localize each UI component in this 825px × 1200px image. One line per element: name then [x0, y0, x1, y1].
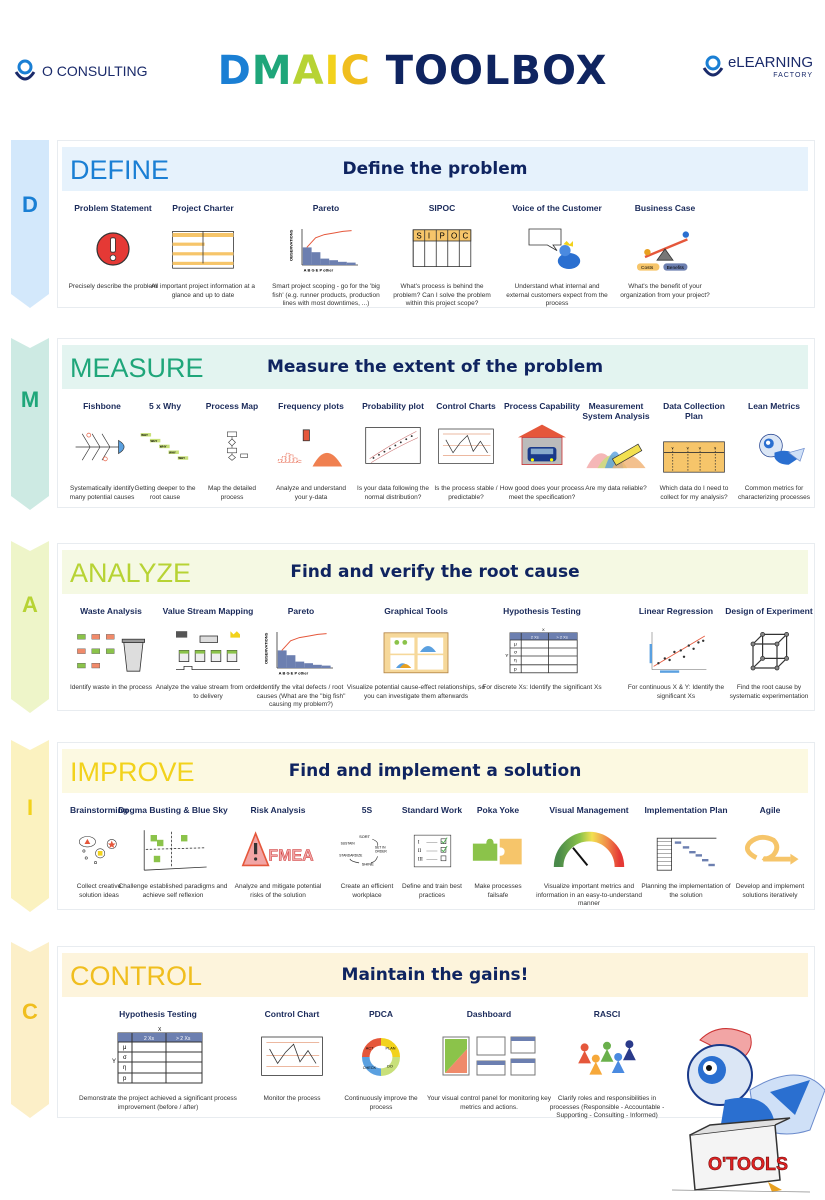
phase-goal: Measure the extent of the problem: [266, 357, 604, 377]
phase-header-band: [62, 345, 808, 389]
ruler-curves-icon: [577, 427, 655, 487]
tool-description: Systematically identify many potential causes: [69, 485, 135, 501]
tool-card[interactable]: [497, 401, 587, 505]
tool-card[interactable]: [242, 1009, 342, 1115]
tool-title: Waste Analysis: [80, 606, 142, 616]
tool-card[interactable]: [505, 203, 610, 305]
tool-description: Create an efficient workplace: [340, 883, 394, 899]
tool-title: SIPOC: [428, 203, 456, 213]
regression-icon: [626, 622, 726, 682]
svg-text:OBSERVATIONS: OBSERVATIONS: [288, 229, 294, 261]
fishbone-icon: [67, 417, 137, 477]
svg-text:> 2 Xs: > 2 Xs: [556, 634, 568, 640]
quadrant-icon: [118, 821, 228, 881]
title-letter: A: [292, 48, 325, 94]
tool-card[interactable]: [577, 401, 655, 505]
tool-title: Implementation Plan: [644, 805, 728, 815]
tool-card[interactable]: [724, 606, 814, 708]
tool-card[interactable]: [482, 606, 602, 708]
tool-description: Define and train best practices: [402, 883, 462, 899]
tool-description: Visualize important metrics and information in an easy-to-understand manner: [536, 883, 642, 907]
svg-text:Y: Y: [713, 446, 717, 451]
svg-text:III: III: [417, 857, 423, 863]
svg-text:2 Xs: 2 Xs: [144, 1036, 155, 1042]
toolbox-label: O'TOOLS: [708, 1154, 788, 1174]
tool-card[interactable]: [547, 1009, 667, 1119]
tool-title: Problem Statement: [74, 203, 152, 213]
svg-text:X: X: [158, 1027, 162, 1033]
game-pieces-icon: [547, 1025, 667, 1089]
tool-card[interactable]: [534, 805, 644, 907]
tool-description: All important project information at a glance and up to date: [150, 283, 256, 299]
svg-text:ACT: ACT: [365, 1046, 374, 1051]
phase-header-band: [62, 550, 808, 594]
tool-title: Voice of the Customer: [512, 203, 602, 213]
speech-bird-icon: [505, 219, 610, 279]
tool-description: Make processes failsafe: [474, 883, 522, 899]
bird-metrics-icon: [737, 417, 812, 477]
fmea-warning-icon: [228, 821, 328, 881]
tool-card[interactable]: [352, 401, 434, 505]
tool-description: Demonstrate the project achieved a significant process improvement (before / after): [79, 1095, 237, 1111]
title-letter: D: [217, 48, 252, 94]
svg-text:2 Xs: 2 Xs: [530, 634, 539, 640]
svg-text:I: I: [417, 840, 419, 846]
svg-text:A B G E P other: A B G E P other: [303, 267, 334, 273]
tool-description: Map the detailed process: [207, 485, 257, 501]
tool-description: How good does your process meet the specification?: [499, 485, 585, 501]
value-stream-icon: [153, 622, 263, 682]
phase-name: MEASURE: [70, 353, 204, 383]
phase-header-band: [62, 749, 808, 793]
tool-title: Pareto: [312, 203, 340, 213]
svg-text:Y: Y: [686, 446, 689, 451]
svg-text:CHECK: CHECK: [362, 1066, 377, 1071]
svg-text:WHY: WHY: [150, 438, 158, 443]
tool-card[interactable]: [734, 805, 806, 907]
tool-title: Dashboard: [466, 1009, 512, 1019]
charter-icon: [148, 219, 258, 279]
tool-card[interactable]: [332, 805, 402, 907]
tool-description: Planning the implementation of the solution: [641, 883, 731, 899]
phase-goal: Maintain the gains!: [341, 965, 529, 985]
panel-analyze: [57, 543, 815, 711]
tool-card[interactable]: [341, 1009, 421, 1115]
tool-title: Poka Yoke: [476, 805, 520, 815]
svg-text:WHY: WHY: [141, 432, 148, 437]
svg-text:Y: Y: [698, 446, 702, 451]
control-chart-icon: [428, 417, 504, 477]
svg-text:p: p: [514, 667, 517, 673]
tool-description: Your visual control panel for monitoring key metrics and actions.: [426, 1095, 552, 1111]
tool-title: Project Charter: [172, 203, 234, 213]
tool-card[interactable]: [134, 401, 196, 505]
tool-card[interactable]: [270, 401, 352, 505]
tool-description: Challenge established paradigms and achieve self reflexion: [118, 883, 228, 899]
tool-description: Common metrics for characterizing processes: [738, 485, 810, 501]
svg-text:WHY: WHY: [169, 450, 176, 455]
tool-description: Collect creative solution ideas: [76, 883, 122, 899]
tool-title: RASCI: [593, 1009, 621, 1019]
phase-arrow-analyze: [11, 541, 49, 713]
tool-title: Visual Management: [549, 805, 629, 815]
tool-title: 5 x Why: [148, 401, 182, 411]
title-letter: M: [251, 48, 293, 94]
svg-text:σ: σ: [123, 1055, 127, 1061]
phase-arrow-control: [11, 942, 49, 1118]
tool-card[interactable]: [153, 606, 263, 708]
svg-text:O: O: [450, 231, 458, 241]
tool-card[interactable]: [400, 805, 465, 907]
tool-title: Control Chart: [264, 1009, 320, 1019]
tool-description: Clarify roles and responsibilities in processes (Responsible - Accountable - Supporting - Consulting - Informed): [549, 1095, 665, 1119]
tool-title: Business Case: [634, 203, 696, 213]
waste-bin-icon: [68, 622, 154, 682]
tool-description: Analyze the value stream from order to delivery: [155, 684, 261, 700]
tool-title: PDCA: [368, 1009, 394, 1019]
elearning-text: eLEARNING: [727, 54, 813, 71]
tool-card[interactable]: [251, 606, 351, 708]
title-rest: TOOLBOX: [370, 48, 608, 94]
pareto-chart-icon: [269, 219, 384, 279]
svg-text:Y: Y: [112, 1059, 117, 1065]
tool-card[interactable]: [419, 1009, 559, 1115]
hypothesis-table-icon: [482, 622, 602, 682]
tool-card[interactable]: [346, 606, 486, 708]
elearning-factory-logo: [702, 54, 813, 80]
phase-letter-measure: M: [20, 387, 40, 412]
panel-improve: [57, 742, 815, 910]
phase-name: IMPROVE: [70, 757, 195, 787]
tool-title: Hypothesis Testing: [503, 606, 581, 616]
svg-text:WHY: WHY: [159, 444, 167, 449]
tool-description: Visualize potential cause-effect relationships, so you can investigate them afterwards: [346, 684, 486, 700]
tool-title: Risk Analysis: [250, 805, 306, 815]
tool-description: Analyze and mitigate potential risks of the solution: [234, 883, 322, 899]
checklist-icon: [400, 821, 465, 881]
phase-header-band: [62, 953, 808, 997]
tool-description: Analyze and understand your y-data: [275, 485, 347, 501]
phase-header-band: [62, 147, 808, 191]
svg-text:η: η: [514, 658, 517, 664]
tool-card[interactable]: [68, 606, 154, 708]
tool-title: Linear Regression: [638, 606, 714, 616]
tool-description: Identify waste in the process: [69, 684, 152, 691]
tool-card[interactable]: [228, 805, 328, 907]
svg-text:C: C: [462, 231, 469, 241]
phase-goal: Define the problem: [342, 159, 528, 179]
title-letter: I: [324, 48, 341, 94]
tool-description: Develop and implement solutions iteratively: [735, 883, 805, 899]
svg-text:Benefits: Benefits: [666, 266, 684, 271]
tool-card[interactable]: [201, 401, 263, 505]
phase-arrow-improve: [11, 740, 49, 912]
tool-card[interactable]: [610, 203, 720, 305]
loop-arrow-icon: [734, 821, 806, 881]
phase-letter-improve: I: [26, 795, 34, 820]
tool-card[interactable]: [68, 203, 158, 305]
tool-description: Is the process stable / predictable?: [434, 485, 498, 501]
tool-title: Design of Experiment: [725, 606, 813, 616]
tool-title: Value Stream Mapping: [162, 606, 254, 616]
phase-goal: Find and implement a solution: [288, 761, 582, 781]
tool-description: For continuous X & Y: Identify the significant Xs: [627, 684, 725, 700]
tool-card[interactable]: [269, 203, 384, 305]
svg-text:μ: μ: [514, 642, 517, 648]
svg-text:> 2 Xs: > 2 Xs: [176, 1036, 191, 1042]
svg-text:X: X: [542, 627, 545, 633]
tool-title: Agile: [759, 805, 781, 815]
svg-text:μ: μ: [123, 1045, 127, 1051]
svg-text:S: S: [416, 231, 422, 241]
tool-title: Fishbone: [83, 401, 121, 411]
gantt-icon: [636, 821, 736, 881]
tool-title: Brainstorming: [69, 805, 129, 815]
elearning-logo-icon: [702, 54, 724, 80]
panel-measure: [57, 338, 815, 508]
sipoc-icon: [387, 219, 497, 279]
cube-icon: [724, 622, 814, 682]
svg-text:σ: σ: [514, 650, 517, 656]
svg-text:P: P: [439, 231, 445, 241]
svg-text:II: II: [417, 849, 421, 855]
tool-title: Lean Metrics: [748, 401, 800, 411]
data-plan-icon: [654, 427, 734, 487]
why-chain-icon: [134, 417, 196, 477]
svg-text:OBSERVATIONS: OBSERVATIONS: [263, 632, 269, 664]
tool-description: Getting deeper to the root cause: [134, 485, 196, 501]
gauge-icon: [534, 821, 644, 881]
phase-arrow-measure: [11, 338, 49, 510]
tool-description: What's the benefit of your organization from your project?: [620, 283, 710, 299]
pareto-chart-icon: [251, 622, 351, 682]
hypothesis-table-icon: [76, 1025, 241, 1089]
tool-description: What's process is behind the problem? Can I solve the problem within this project scope?: [393, 283, 491, 307]
puzzle-icon: [466, 821, 531, 881]
garage-car-icon: [497, 417, 587, 477]
tool-description: Understand what internal and external customers expect from the process: [506, 283, 608, 307]
phase-letter-control: C: [22, 999, 38, 1024]
tool-card[interactable]: [654, 401, 734, 505]
svg-text:SUSTAIN: SUSTAIN: [340, 841, 355, 846]
tool-card[interactable]: [67, 401, 137, 505]
svg-text:FMEA: FMEA: [268, 847, 314, 865]
tool-title: Process Capability: [503, 401, 581, 411]
svg-text:STANDARDIZE: STANDARDIZE: [339, 853, 363, 858]
tool-card[interactable]: [428, 401, 504, 505]
tool-description: Find the root cause by systematic experimentation: [729, 684, 809, 700]
header: [0, 48, 825, 98]
tool-description: Smart project scoping - go for the 'big fish' (e.g. runner products, production lines with most downtimes, ...): [272, 283, 380, 307]
phase-arrow-define: [11, 140, 49, 308]
tool-card[interactable]: [118, 805, 228, 907]
histogram-icon: [270, 417, 352, 477]
tool-title: Measurement System Analysis: [582, 401, 650, 421]
tool-description: Monitor the process: [263, 1095, 321, 1102]
tool-card[interactable]: [76, 1009, 241, 1115]
tool-title: Graphical Tools: [384, 606, 448, 616]
tool-card[interactable]: [387, 203, 497, 305]
tool-description: Identify the vital defects / root causes (What are the "big fish" causing my problem?): [256, 684, 346, 708]
tool-title: Probability plot: [362, 401, 424, 411]
tool-title: Hypothesis Testing: [119, 1009, 197, 1019]
tool-card[interactable]: [737, 401, 812, 505]
o-consulting-text: O CONSULTING: [42, 63, 148, 79]
seesaw-icon: [610, 219, 720, 279]
tool-title: Data Collection Plan: [663, 401, 725, 421]
tool-title: Control Charts: [436, 401, 496, 411]
svg-text:η: η: [123, 1065, 127, 1071]
tool-title: Frequency plots: [278, 401, 344, 411]
svg-text:Y: Y: [671, 446, 674, 451]
graph-board-icon: [346, 622, 486, 682]
svg-text:SHINE: SHINE: [361, 861, 374, 867]
tool-description: Is your data following the normal distribution?: [357, 485, 429, 501]
svg-text:Costs: Costs: [641, 266, 654, 271]
tool-title: Standard Work: [401, 805, 463, 815]
svg-text:SET IN: SET IN: [374, 845, 386, 850]
tool-title: Dogma Busting & Blue Sky: [118, 805, 228, 815]
panel-define: [57, 140, 815, 308]
five-s-cycle-icon: [332, 821, 402, 881]
phase-name: ANALYZE: [70, 558, 192, 588]
tool-title: Process Map: [205, 401, 259, 411]
tool-description: Which data do I need to collect for my analysis?: [659, 485, 729, 501]
title-letter: C: [340, 48, 371, 94]
tool-title: 5S: [361, 805, 373, 815]
phase-goal: Find and verify the root cause: [290, 562, 580, 582]
probability-plot-icon: [352, 417, 434, 477]
tool-card[interactable]: [626, 606, 726, 708]
svg-text:WHY: WHY: [178, 456, 186, 461]
tool-description: Are my data reliable?: [585, 485, 647, 492]
svg-text:Y: Y: [505, 653, 509, 659]
phase-name: DEFINE: [70, 155, 170, 185]
tool-description: For discrete Xs: Identify the significant Xs: [482, 684, 602, 691]
svg-text:ORDER: ORDER: [374, 849, 387, 854]
bird-mascot-with-toolbox: [660, 1020, 825, 1200]
phase-letter-analyze: A: [22, 592, 38, 617]
alert-icon: [68, 219, 158, 279]
svg-text:A B G E P other: A B G E P other: [278, 670, 309, 676]
pdca-cycle-icon: [341, 1025, 421, 1089]
svg-text:I: I: [427, 231, 431, 241]
control-chart-icon: [242, 1025, 342, 1089]
svg-text:DO: DO: [387, 1064, 393, 1069]
tool-card[interactable]: [636, 805, 736, 907]
svg-text:SORT: SORT: [359, 833, 371, 839]
tool-card[interactable]: [466, 805, 531, 907]
flowchart-icon: [201, 417, 263, 477]
tool-card[interactable]: [148, 203, 258, 305]
phase-letter-define: D: [22, 192, 38, 217]
tool-description: Precisely describe the problem: [68, 283, 158, 290]
svg-text:PLAN: PLAN: [385, 1046, 396, 1051]
svg-text:p: p: [123, 1076, 127, 1082]
tool-title: Pareto: [287, 606, 315, 616]
factory-text: FACTORY: [773, 72, 813, 79]
phase-name: CONTROL: [70, 961, 203, 991]
tool-description: Continuously improve the process: [344, 1095, 418, 1111]
dashboard-icon: [419, 1025, 559, 1089]
